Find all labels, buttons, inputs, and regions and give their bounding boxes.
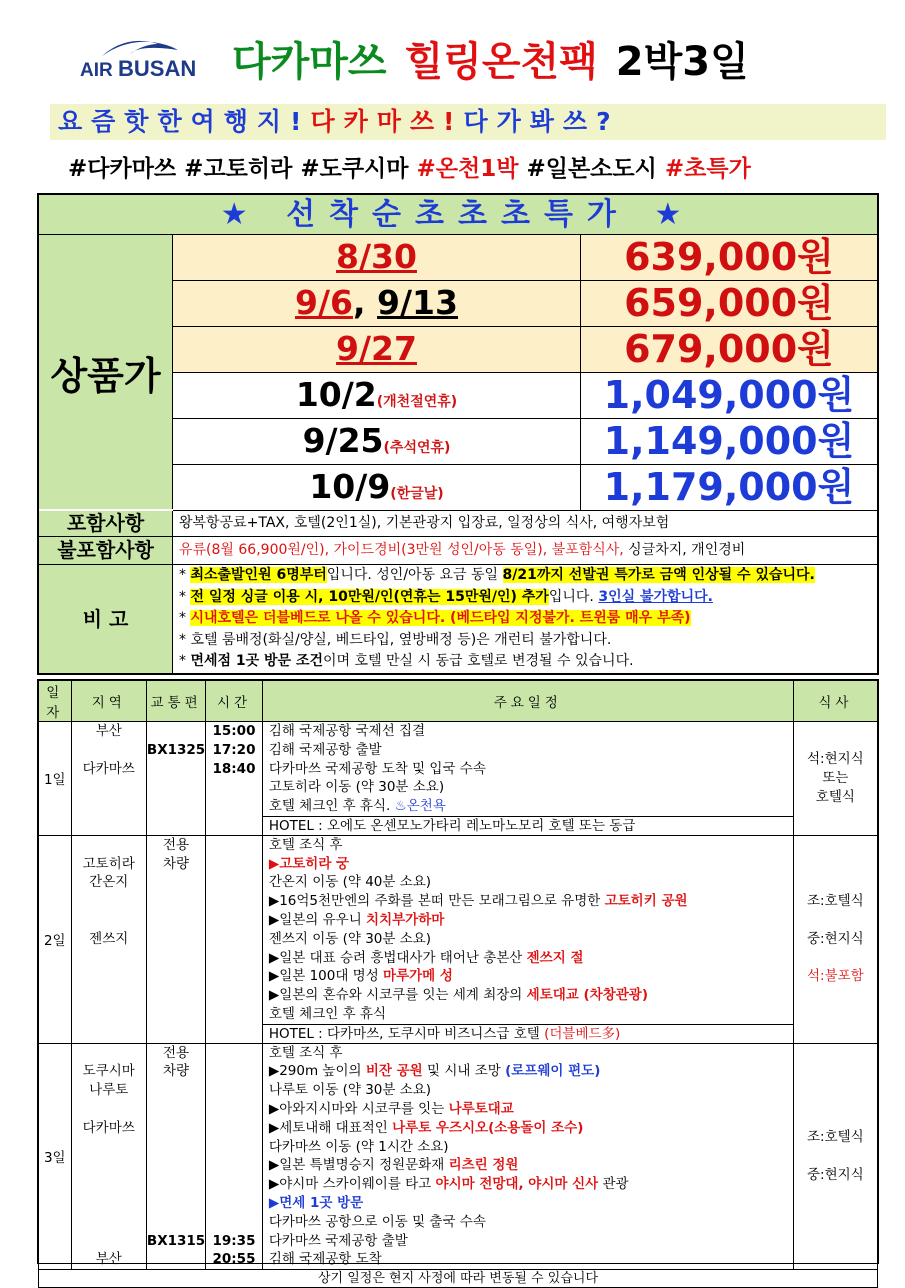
table-footer-row	[39, 1270, 878, 1288]
remark-item: * 전 일정 싱글 이용 시, 10만원/인(연휴는 15만원/인) 추가입니다. 3인실 불가합니다.	[179, 588, 713, 605]
holiday-note: (한글날)	[390, 486, 444, 502]
column-header: 교통편	[146, 681, 205, 722]
holiday-note: (추석연휴)	[383, 440, 451, 456]
itinerary-table	[37, 679, 879, 1287]
column-header: 주요일정	[262, 681, 793, 722]
departure-date: 9/13	[377, 283, 458, 322]
page-title	[232, 30, 749, 87]
transport-cell: 전용 차량 BX1315	[146, 1043, 205, 1270]
price-value: 679,000원	[624, 327, 834, 371]
departure-date: 10/2	[295, 375, 377, 414]
meal-cell: 조:호텔식 중:현지식	[793, 1043, 877, 1270]
column-header: 식사	[793, 681, 877, 722]
slogan-part3: 다가봐쓰?	[463, 107, 620, 136]
price-value: 1,179,000원	[603, 465, 855, 509]
price-row	[173, 465, 877, 511]
region-cell: 도쿠시마 나루토 다카마쓰 부산	[71, 1043, 146, 1270]
bird-wing-icon	[100, 36, 180, 58]
hotel-info: HOTEL : 오에도 온센모노가타리 레노마노모리 호텔 또는 동급	[263, 816, 793, 835]
departure-date: 10/9	[309, 467, 391, 506]
time-cell: 15:00 17:20 18:40	[206, 722, 263, 836]
time-cell: 19:35 20:55	[206, 1043, 263, 1270]
title-destination: 다카마쓰	[232, 39, 387, 85]
departure-date: 9/27	[336, 329, 417, 368]
column-header: 일자	[39, 681, 72, 722]
title-package: 힐링온천팩	[404, 39, 598, 85]
price-row	[173, 419, 877, 465]
departure-date: 8/30	[336, 237, 417, 276]
table-row-day1	[39, 722, 878, 836]
transport-cell: 전용 차량	[146, 835, 205, 1043]
column-header: 지역	[71, 681, 146, 722]
price-value: 659,000원	[624, 281, 834, 325]
column-header: 시간	[206, 681, 263, 722]
price-row	[173, 281, 877, 327]
footer-note: 상기 일정은 현지 사정에 따라 변동될 수 있습니다	[39, 1270, 878, 1288]
table-row-day3	[39, 1043, 878, 1270]
included-label: 포함사항	[39, 511, 173, 537]
table-row-day2	[39, 835, 878, 1043]
hotel-info: HOTEL : 다카마쓰, 도쿠시마 비즈니스급 호텔 (더블베드多)	[263, 1024, 793, 1043]
logo-air-text: AIR	[80, 60, 113, 81]
price-row	[173, 235, 877, 281]
slogan-part2: 다카마쓰!	[310, 107, 464, 136]
day-cell: 3일	[39, 1043, 72, 1270]
departure-date: 9/25	[302, 421, 384, 460]
price-row	[173, 373, 877, 419]
meal-cell: 석:현지식 또는 호텔식	[793, 722, 877, 836]
table-header-row	[39, 681, 878, 722]
hashtag: #도쿠시마	[300, 156, 409, 182]
price-label: 상품가	[39, 235, 173, 509]
hashtag: #초특가	[664, 156, 751, 182]
included-value: 왕복항공료+TAX, 호텔(2인1실), 기본관광지 입장료, 일정상의 식사, 여행자보험	[173, 511, 877, 537]
remark-item: * 면세점 1곳 방문 조건이며 호텔 만실 시 동급 호텔로 변경될 수 있습니다.	[179, 653, 634, 669]
title-duration: 2박3일	[615, 39, 749, 85]
hot-spring-icon: ♨온천욕	[394, 798, 446, 815]
slogan-banner	[50, 104, 886, 140]
schedule-cell: 김해 국제공항 국제선 집결 김해 국제공항 출발 다카마쓰 국제공항 도착 및 입국 수속 고토히라 이동 (약 30분 소요) 호텔 체크인 후 휴식. ♨온천욕 HOTEL : 오에도 온센모노가타리 레노마노모리 호텔 또는 동급	[262, 722, 793, 836]
hashtag: #온천1박	[416, 156, 519, 182]
excluded-value: 유류(8월 66,900원/인), 가이드경비(3만원 성인/아동 동일), 불포함식사, 싱글차지, 개인경비	[173, 537, 877, 565]
price-value: 639,000원	[624, 235, 834, 279]
schedule-cell: 호텔 조식 후 ▶고토히라 궁 간온지 이동 (약 40분 소요) ▶16억5천만엔의 주화를 본떠 만든 모래그림으로 유명한 고토히키 공원 ▶일본의 유우니 치치부가하마 젠쓰지 이동 (약 30분 소요) ▶일본 대표 승려 흥법대사가 태어난 총본산 젠쓰지 절 ▶일본 100대 명성 마루가메 성 ▶일본의 혼슈와 시코쿠를 잇는 세계 최장의 세토대교 (차창관광) 호텔 체크인 후 휴식 HOTEL : 다카마쓰, 도쿠시마 비즈니스급 호텔 (더블베드多)	[262, 835, 793, 1043]
remark-item: * 최소출발인원 6명부터입니다. 성인/아동 요금 동일 8/21까지 선발권 특가로 금액 인상될 수 있습니다.	[179, 567, 815, 583]
region-cell: 고토히라 간온지 젠쓰지	[71, 835, 146, 1043]
remarks-label: 비 고	[39, 565, 173, 673]
transport-cell: BX1325	[146, 722, 205, 836]
remarks-list	[173, 565, 877, 673]
day-cell: 1일	[39, 722, 72, 836]
slogan-part1: 요즘핫한여행지!	[58, 107, 311, 136]
price-value: 1,049,000원	[603, 373, 855, 417]
time-cell	[206, 835, 263, 1043]
excluded-label: 불포함사항	[39, 537, 173, 565]
schedule-cell: 호텔 조식 후 ▶290m 높이의 비잔 공원 및 시내 조망 (로프웨이 편도) 나루토 이동 (약 30분 소요) ▶아와지시마와 시코쿠를 잇는 나루토대교 ▶세토내해 대표적인 나루토 우즈시오(소용돌이 조수) 다카마쓰 이동 (약 1시간 소요) ▶일본 특별명승지 정원문화재 리츠린 정원 ▶야시마 스카이웨이를 타고 야시마 전망대, 야시마 신사 관광 ▶면세 1곳 방문 다카마쓰 공항으로 이동 및 출국 수속 다카마쓰 국제공항 출발 김해 국제공항 도착	[262, 1043, 793, 1270]
air-busan-logo	[80, 36, 205, 82]
meal-cell: 조:호텔식 중:현지식 석:불포함	[793, 835, 877, 1043]
price-value: 1,149,000원	[603, 419, 855, 463]
hashtags	[68, 150, 751, 183]
departure-date: 9/6	[295, 283, 353, 322]
hashtag: #고토히라	[184, 156, 293, 182]
logo-busan-text: BUSAN	[118, 56, 197, 81]
region-cell: 부산 다카마쓰	[71, 722, 146, 836]
price-box	[37, 193, 879, 675]
remark-item: * 시내호텔은 더블베드로 나올 수 있습니다. (베드타입 지정불가. 트윈룸 매우 부족)	[179, 610, 691, 626]
day-cell: 2일	[39, 835, 72, 1043]
date-separator: ,	[353, 283, 366, 322]
holiday-note: (개천절연휴)	[376, 394, 458, 410]
hashtag: #다카마쓰	[68, 156, 177, 182]
price-row	[173, 327, 877, 373]
header	[0, 30, 905, 90]
promo-title: ★ 선착순초초초특가 ★	[39, 195, 877, 235]
remark-item: * 호텔 룸배정(화실/양실, 베드타입, 옆방배정 등)은 개런티 불가합니다.	[179, 631, 612, 648]
hashtag: #일본소도시	[526, 156, 657, 182]
